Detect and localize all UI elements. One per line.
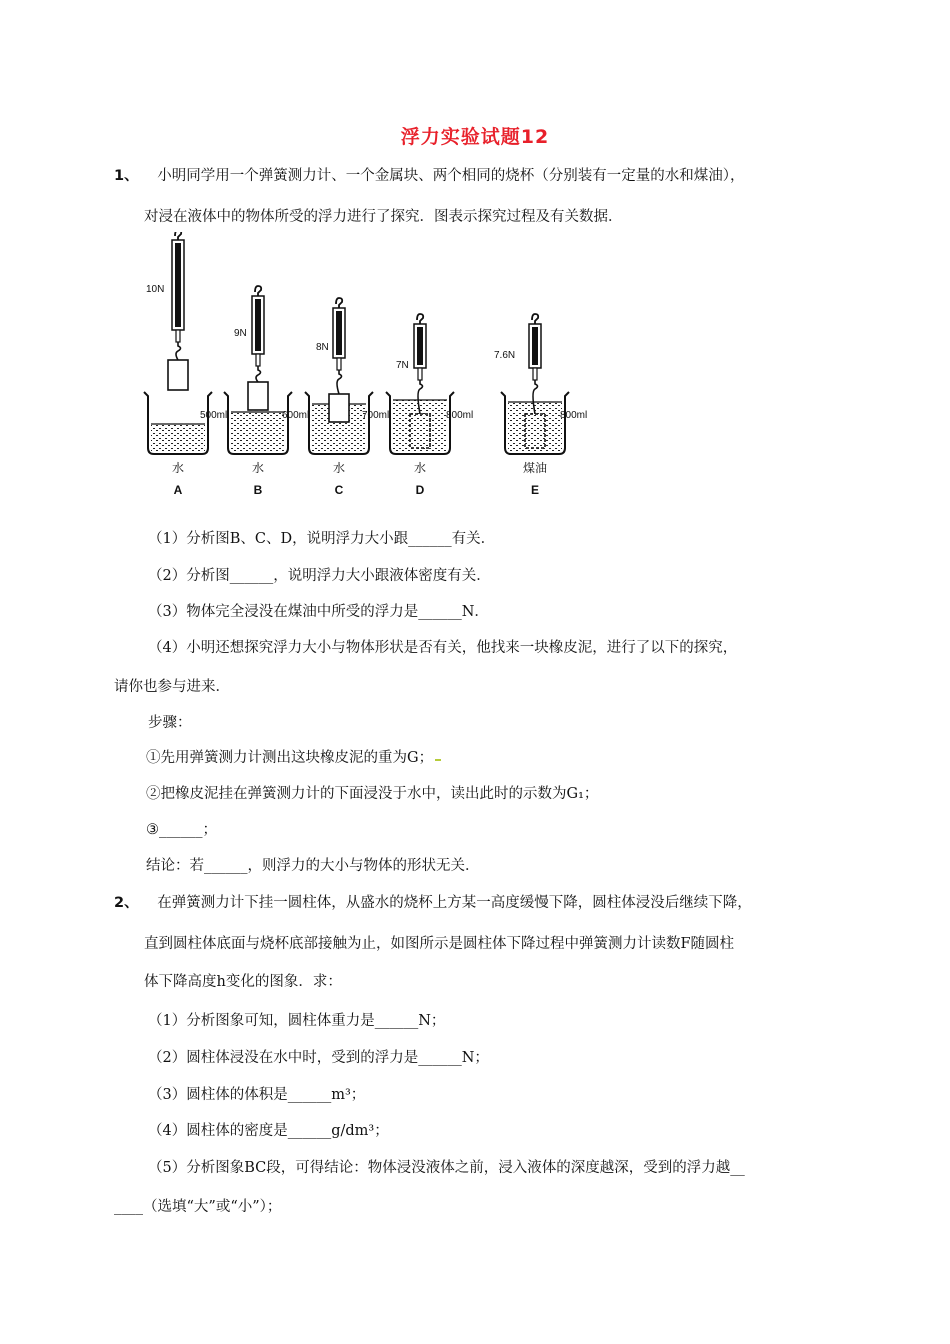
panel-c xyxy=(305,298,389,497)
top-hook-icon xyxy=(417,314,423,324)
q1-text-line2: 对浸在液体中的物体所受的浮力进行了探究．图表示探究过程及有关数据． xyxy=(144,209,623,225)
q1-sub3: （3）物体完全浸没在煤油中所受的浮力是______N． xyxy=(148,604,489,620)
q1-sub4-line2: 请你也参与进来． xyxy=(114,679,230,695)
q2-number: 2、 xyxy=(114,895,139,911)
metal-block xyxy=(329,394,349,422)
water xyxy=(231,412,285,451)
force-label: 8N xyxy=(316,342,329,353)
liquid-label: 煤油 xyxy=(522,461,548,475)
page-title: 浮力实验试题12 xyxy=(400,126,550,148)
lower-hook-icon xyxy=(176,342,181,360)
volume-label: 600ml xyxy=(282,410,310,421)
meter-rod xyxy=(533,368,537,380)
meter-rod xyxy=(256,354,260,366)
force-label: 7N xyxy=(396,360,409,371)
q2-sub3: （3）圆柱体的体积是______m³； xyxy=(148,1087,366,1103)
meter-scale xyxy=(255,299,261,351)
meter-scale xyxy=(336,311,342,355)
meter-scale xyxy=(532,327,538,365)
liquid-label: 水 xyxy=(413,461,427,475)
meter-scale xyxy=(175,243,181,327)
lower-hook-icon xyxy=(256,366,261,382)
panel-letter: C xyxy=(334,483,344,497)
meter-rod xyxy=(418,368,422,380)
panel-letter: E xyxy=(530,483,540,497)
q1-line1: 小明同学用一个弹簧测力计、一个金属块、两个相同的烧杯（分别装有一定量的水和煤油）， xyxy=(157,168,745,184)
panel-e xyxy=(494,314,587,497)
q2-line1: 在弹簧测力计下挂一圆柱体，从盛水的烧杯上方某一高度缓慢下降，圆柱体浸没后继续下降， xyxy=(157,895,752,911)
q2-text-line3: 体下降高度h变化的图象．求： xyxy=(144,974,342,990)
meter-rod xyxy=(176,330,180,342)
metal-block xyxy=(410,414,430,448)
q2-sub5-line1: （5）分析图象BC段，可得结论：物体浸没液体之前，浸入液体的深度越深，受到的浮力越__ xyxy=(148,1160,745,1176)
q1-conclusion: 结论：若______，则浮力的大小与物体的形状无关． xyxy=(146,858,480,874)
q1-step1: ①先用弹簧测力计测出这块橡皮泥的重为G； xyxy=(146,750,434,766)
q1-text-line1 xyxy=(114,164,744,185)
meter-scale xyxy=(417,327,423,365)
volume-label: 800ml xyxy=(446,410,474,421)
q1-step1-row xyxy=(146,746,441,767)
q2-sub2: （2）圆柱体浸没在水中时，受到的浮力是______N； xyxy=(148,1050,489,1066)
q2-text-line2: 直到圆柱体底面与烧杯底部接触为止，如图所示是圆柱体下降过程中弹簧测力计读数F随圆柱 xyxy=(144,936,735,952)
force-label: 9N xyxy=(234,328,247,339)
force-label: 10N xyxy=(146,284,165,295)
top-hook-icon xyxy=(532,314,538,324)
q1-step3: ③______； xyxy=(146,822,217,838)
top-hook-icon xyxy=(175,232,181,240)
metal-block xyxy=(248,382,268,410)
panel-letter: A xyxy=(173,483,183,497)
q2-text-line1-row xyxy=(114,891,752,912)
q1-sub2: （2）分析图______，说明浮力大小跟液体密度有关． xyxy=(148,568,491,584)
edit-mark-icon xyxy=(435,759,441,761)
water xyxy=(151,424,205,451)
q1-figure xyxy=(140,232,600,500)
q1-sub4-line1: （4）小明还想探究浮力大小与物体形状是否有关，他找来一块橡皮泥，进行了以下的探究， xyxy=(148,640,738,656)
volume-label: 500ml xyxy=(200,410,228,421)
panel-d xyxy=(386,314,473,497)
meter-rod xyxy=(337,358,341,370)
lower-hook-icon xyxy=(337,370,342,394)
q1-number: 1、 xyxy=(114,168,139,184)
force-label: 7.6N xyxy=(494,350,516,361)
liquid-label: 水 xyxy=(171,461,185,475)
panel-letter: B xyxy=(253,483,263,497)
q1-step2: ②把橡皮泥挂在弹簧测力计的下面浸没于水中，读出此时的示数为G₁； xyxy=(146,786,599,802)
q1-sub1: （1）分析图B、C、D，说明浮力大小跟______有关． xyxy=(148,531,496,547)
q2-sub4: （4）圆柱体的密度是______g/dm³； xyxy=(148,1123,389,1139)
metal-block xyxy=(168,360,188,390)
panels-root xyxy=(144,232,587,497)
panel-b xyxy=(224,286,309,497)
top-hook-icon xyxy=(336,298,342,308)
liquid-label: 水 xyxy=(332,461,346,475)
volume-label: 800ml xyxy=(560,410,588,421)
panel-a xyxy=(144,232,227,497)
panel-letter: D xyxy=(415,483,425,497)
q2-sub5-line2: ____（选填“大”或“小”）； xyxy=(114,1199,282,1215)
liquid-label: 水 xyxy=(251,461,265,475)
q2-sub1: （1）分析图象可知，圆柱体重力是______N； xyxy=(148,1013,446,1029)
metal-block xyxy=(525,414,545,448)
top-hook-icon xyxy=(255,286,261,296)
volume-label: 700ml xyxy=(362,410,390,421)
q1-steps-label: 步骤： xyxy=(148,715,192,731)
